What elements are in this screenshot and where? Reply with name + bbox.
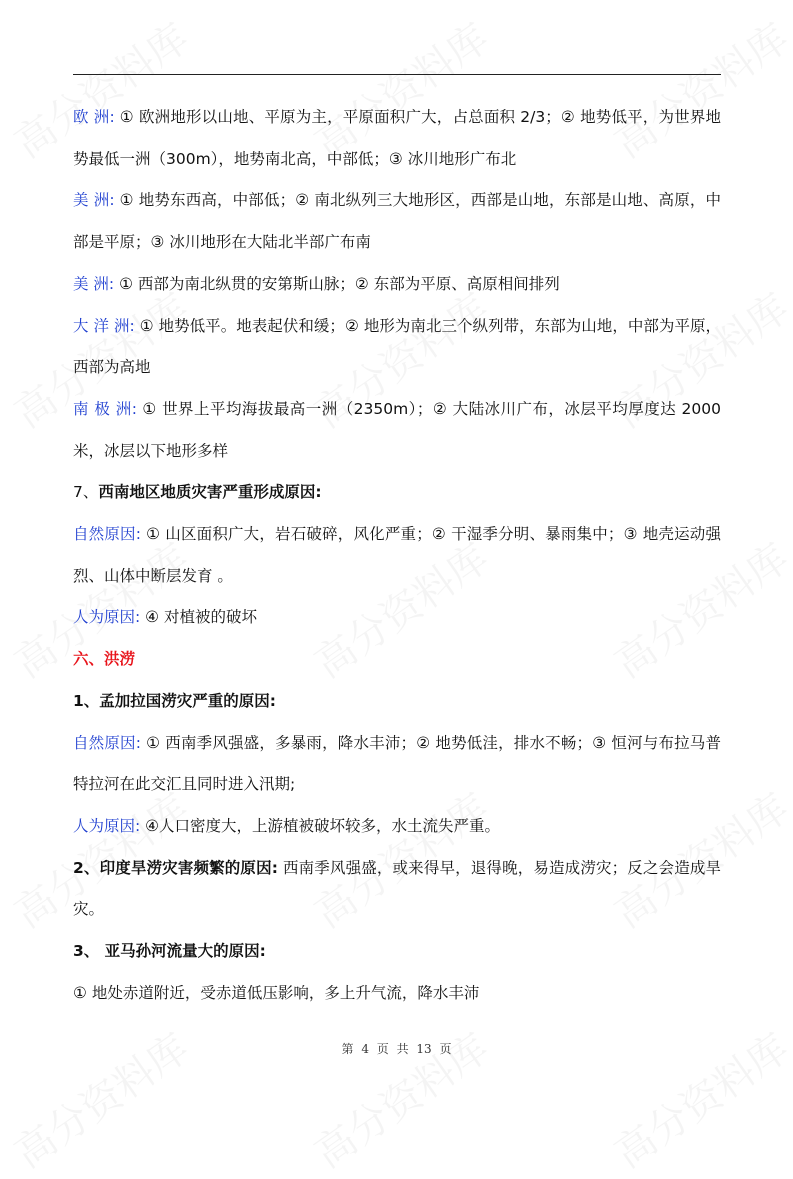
paragraph-antarctica bbox=[73, 389, 721, 472]
text: ① 西南季风强盛，多暴雨，降水丰沛；② 地势低洼，排水不畅；③ 恒河与布拉马普特拉河在此交汇且同时进入汛期; bbox=[73, 733, 721, 794]
label: 欧 洲: bbox=[73, 108, 115, 126]
label: 人为原因: bbox=[73, 608, 141, 627]
page-footer: 第 4 页 共 13 页 bbox=[341, 1042, 452, 1056]
text: ① 山区面积广大，岩石破碎，风化严重；② 干湿季分明、暴雨集中；③ 地壳运动强烈、山体中断层发育 。 bbox=[73, 525, 721, 585]
text: ④ 对植被的破坏 bbox=[140, 608, 257, 627]
text: ① 西部为南北纵贯的安第斯山脉；② 东部为平原、高原相间排列 bbox=[114, 274, 560, 293]
document-body bbox=[73, 97, 721, 1014]
flood-item1-human bbox=[73, 806, 721, 848]
text: ① 世界上平均海拔最高一洲（2350m）；② 大陆冰川广布，冰层平均厚度达 2000 米，冰层以下地形多样 bbox=[73, 399, 722, 460]
heading: 2、印度旱涝灾害频繁的原因: bbox=[73, 858, 278, 877]
paragraph-america-south bbox=[73, 264, 721, 306]
label: 美 洲: bbox=[73, 274, 115, 293]
section7-natural bbox=[73, 514, 721, 597]
label: 人为原因: bbox=[73, 816, 141, 835]
label: 自然原因: bbox=[73, 733, 141, 752]
flood-item3-heading: 3、 亚马孙河流量大的原因: bbox=[73, 942, 266, 961]
text: ④人口密度大，上游植被破坏较多，水土流失严重。 bbox=[140, 816, 501, 835]
heading-text: 西南地区地质灾害严重形成原因: bbox=[98, 483, 322, 502]
text: ① 地势东西高，中部低；② 南北纵列三大地形区，西部是山地，东部是山地、高原，中部是平原；③ 冰川地形在大陆北半部广布南 bbox=[73, 191, 721, 252]
heading-number: 7、 bbox=[73, 483, 99, 502]
flood-item1-heading: 1、孟加拉国涝灾严重的原因: bbox=[73, 691, 276, 710]
paragraph-america-north bbox=[73, 180, 721, 263]
flood-item2 bbox=[73, 848, 721, 931]
section7-heading bbox=[73, 472, 721, 514]
paragraph-oceania bbox=[73, 306, 721, 389]
label: 南 极 洲: bbox=[73, 399, 137, 418]
label: 自然原因: bbox=[73, 525, 141, 544]
flood-item1-natural bbox=[73, 723, 721, 806]
label: 美 洲: bbox=[73, 191, 115, 210]
text: 西南季风强盛，或来得早，退得晚，易造成涝灾；反之会造成旱灾。 bbox=[73, 858, 722, 919]
section-flood-title: 六、洪涝 bbox=[73, 650, 136, 669]
paragraph-europe bbox=[73, 97, 721, 180]
text: ① 地势低平。地表起伏和缓；② 地形为南北三个纵列带，东部为山地，中部为平原，西部为高地 bbox=[73, 316, 722, 377]
section7-human bbox=[73, 597, 721, 639]
label: 大 洋 洲: bbox=[73, 316, 135, 335]
text: ① 欧洲地形以山地、平原为主，平原面积广大，占总面积 2/3；② 地势低平，为世界地势最低一洲（300m），地势南北高，中部低；③ 冰川地形广布北 bbox=[73, 108, 721, 168]
header-rule bbox=[73, 74, 721, 75]
flood-item3-text: ① 地处赤道附近，受赤道低压影响，多上升气流，降水丰沛 bbox=[73, 983, 480, 1002]
